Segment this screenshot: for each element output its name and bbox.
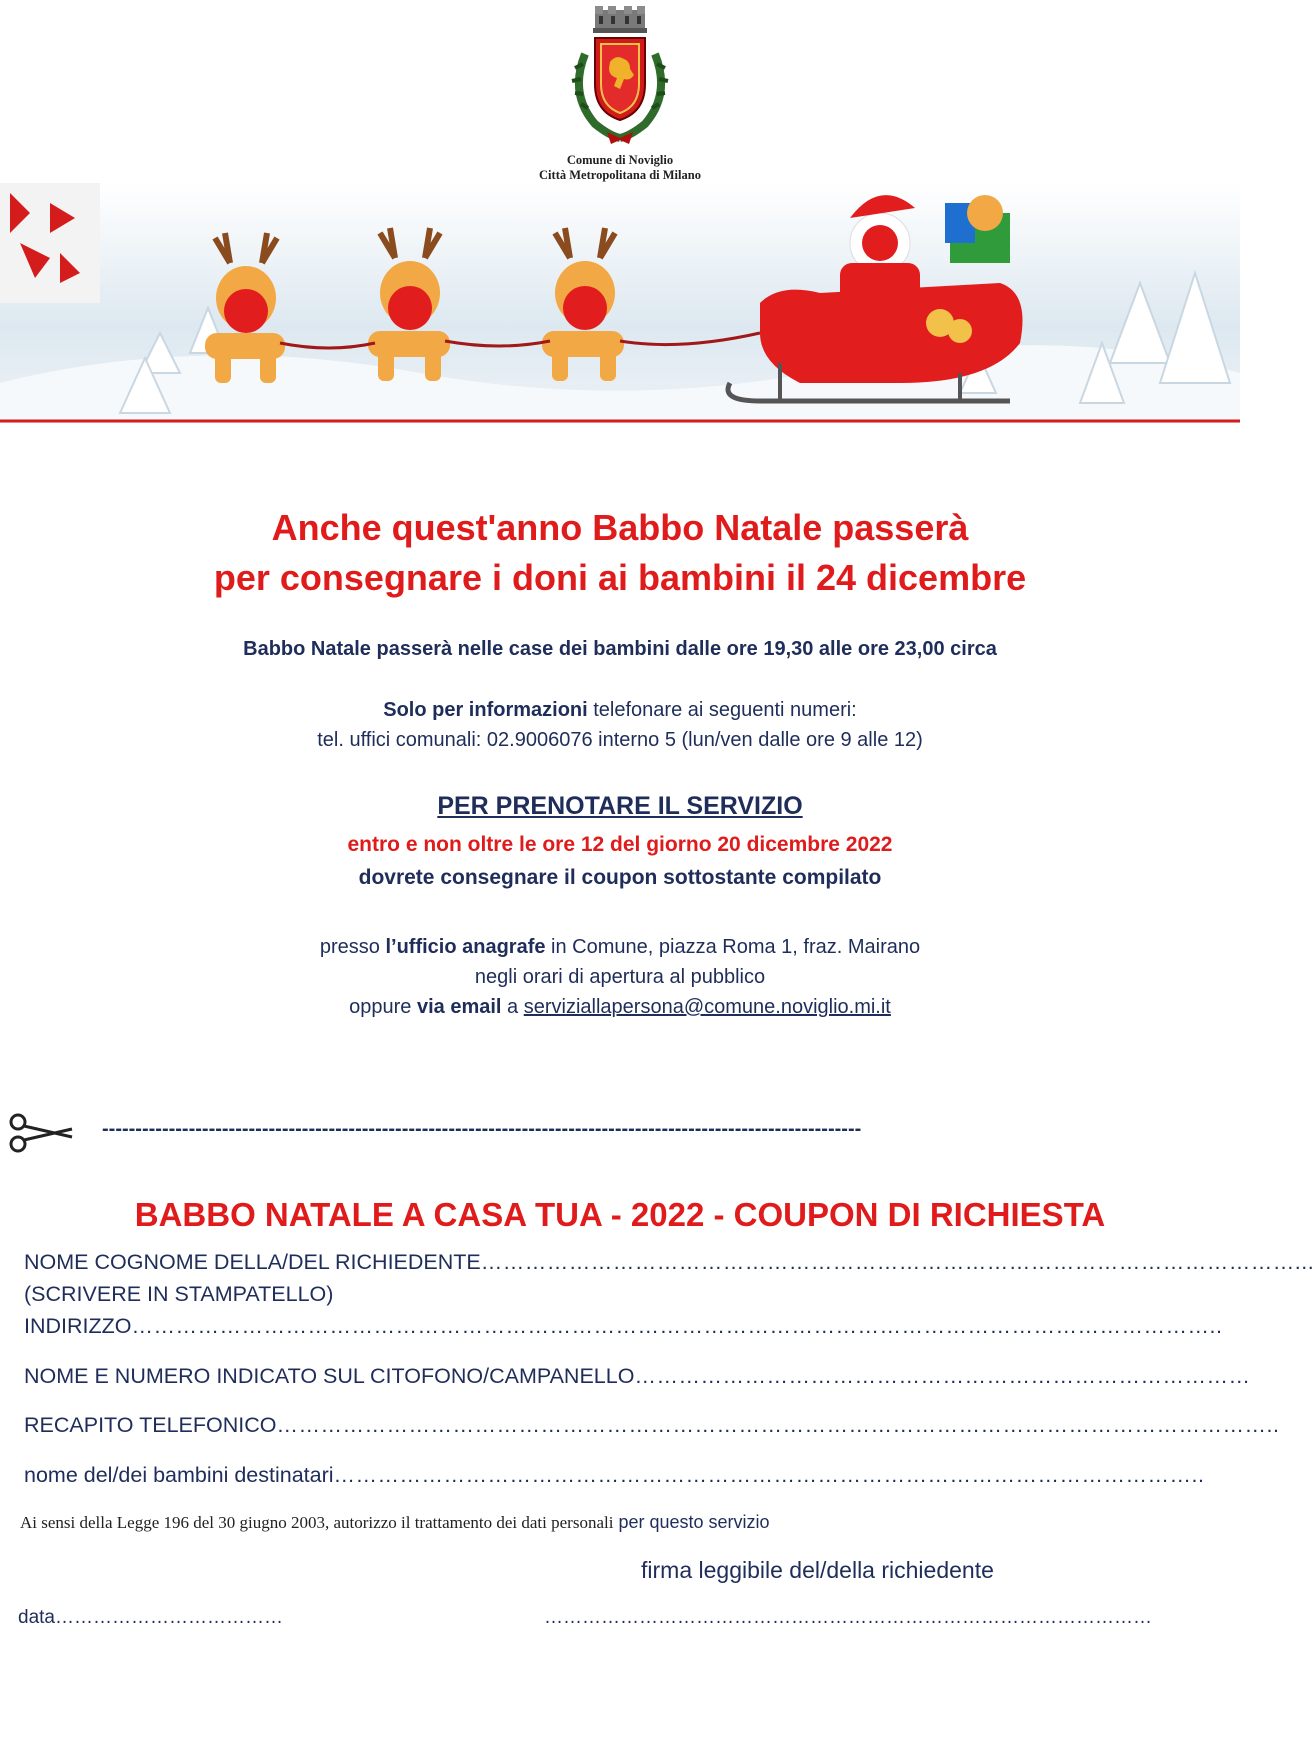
date-dots: ……………………………… xyxy=(54,1607,283,1628)
field-label: (SCRIVERE IN STAMPATELLO) xyxy=(24,1282,334,1306)
delivery-l1-pre: presso xyxy=(319,936,386,958)
date-field[interactable] xyxy=(18,1607,283,1629)
booking-instruction: dovrete consegnare il coupon sottostante compilato xyxy=(358,866,882,889)
field-label: NOME COGNOME DELLA/DEL RICHIEDENTE xyxy=(24,1250,481,1274)
crest-caption xyxy=(0,153,1240,183)
delivery-block xyxy=(0,932,1240,1022)
field-note-uppercase xyxy=(24,1282,1204,1307)
field-address[interactable] xyxy=(24,1314,1223,1339)
metro-area-name: Città Metropolitana di Milano xyxy=(539,168,701,182)
info-rest: telefonare ai seguenti numeri: xyxy=(587,699,857,721)
email-link[interactable]: serviziallapersona@comune.noviglio.mi.it xyxy=(523,996,891,1018)
delivery-l3-pre: oppure xyxy=(349,996,417,1018)
field-children-names[interactable] xyxy=(24,1463,1204,1488)
field-phone[interactable] xyxy=(24,1413,1280,1438)
scissors-icon xyxy=(8,1113,74,1153)
info-phone: tel. uffici comunali: 02.9006076 interno 5 (lun/ven dalle ore 9 alle 12) xyxy=(317,729,923,751)
privacy-sans: per questo servizio xyxy=(613,1512,770,1532)
headline xyxy=(0,503,1240,603)
headline-line-1: Anche quest'anno Babbo Natale passerà xyxy=(271,507,969,548)
signature-label: firma leggibile del/della richiedente xyxy=(641,1557,994,1583)
date-label: data xyxy=(18,1607,55,1628)
signature-field[interactable]: …………………………………………………………………………………… xyxy=(544,1607,1152,1628)
field-intercom[interactable] xyxy=(24,1364,1251,1389)
municipal-crest xyxy=(555,4,685,154)
field-label: NOME E NUMERO INDICATO SUL CITOFONO/CAMPANELLO xyxy=(24,1364,635,1388)
delivery-office: l’ufficio anagrafe xyxy=(385,936,546,958)
delivery-line-1 xyxy=(0,932,1240,962)
info-bold: Solo per informazioni xyxy=(383,699,588,721)
privacy-serif: Ai sensi della Legge 196 del 30 giugno 2003, autorizzo il trattamento dei dati personali xyxy=(20,1513,614,1532)
headline-line-2: per consegnare i doni ai bambini il 24 dicembre xyxy=(213,557,1027,598)
field-dots: …………………………………………………………………………………………………... xyxy=(480,1250,1314,1274)
field-dots: ………………………………………………………………………………………………………………………………….. xyxy=(131,1314,1223,1338)
booking-heading: PER PRENOTARE IL SERVIZIO xyxy=(437,792,803,820)
delivery-l1-post: in Comune, piazza Roma 1, fraz. Mairano xyxy=(545,936,921,958)
booking-deadline: entro e non oltre le ore 12 del giorno 20 dicembre 2022 xyxy=(347,833,893,856)
coupon-title: BABBO NATALE A CASA TUA - 2022 - COUPON DI RICHIESTA xyxy=(134,1196,1106,1233)
schedule-text: Babbo Natale passerà nelle case dei bambini dalle ore 19,30 alle ore 23,00 circa xyxy=(243,638,997,660)
christmas-banner xyxy=(0,183,1240,423)
field-label: nome del/dei bambini destinatari xyxy=(24,1463,334,1487)
field-dots: ………………………………………………………………………… xyxy=(634,1364,1251,1388)
delivery-line-2: negli orari di apertura al pubblico xyxy=(474,966,766,988)
field-requester-name[interactable] xyxy=(24,1250,1314,1275)
municipality-name: Comune di Noviglio xyxy=(566,153,674,167)
cut-line: ------------------------------------------------------------------------------------------------------------------ xyxy=(102,1118,862,1140)
info-line xyxy=(0,695,1240,725)
field-label: INDIRIZZO xyxy=(24,1314,132,1338)
field-dots: ……………………………………………………………………………………………………………………….. xyxy=(276,1413,1280,1437)
delivery-l3-mid: a xyxy=(501,996,524,1018)
info-block xyxy=(0,695,1240,755)
privacy-consent xyxy=(20,1512,1220,1533)
delivery-email-label: via email xyxy=(416,996,502,1018)
delivery-line-3 xyxy=(0,992,1240,1022)
field-dots: ……………………………………………………………………………………………………….. xyxy=(333,1463,1205,1487)
field-label: RECAPITO TELEFONICO xyxy=(24,1413,277,1437)
